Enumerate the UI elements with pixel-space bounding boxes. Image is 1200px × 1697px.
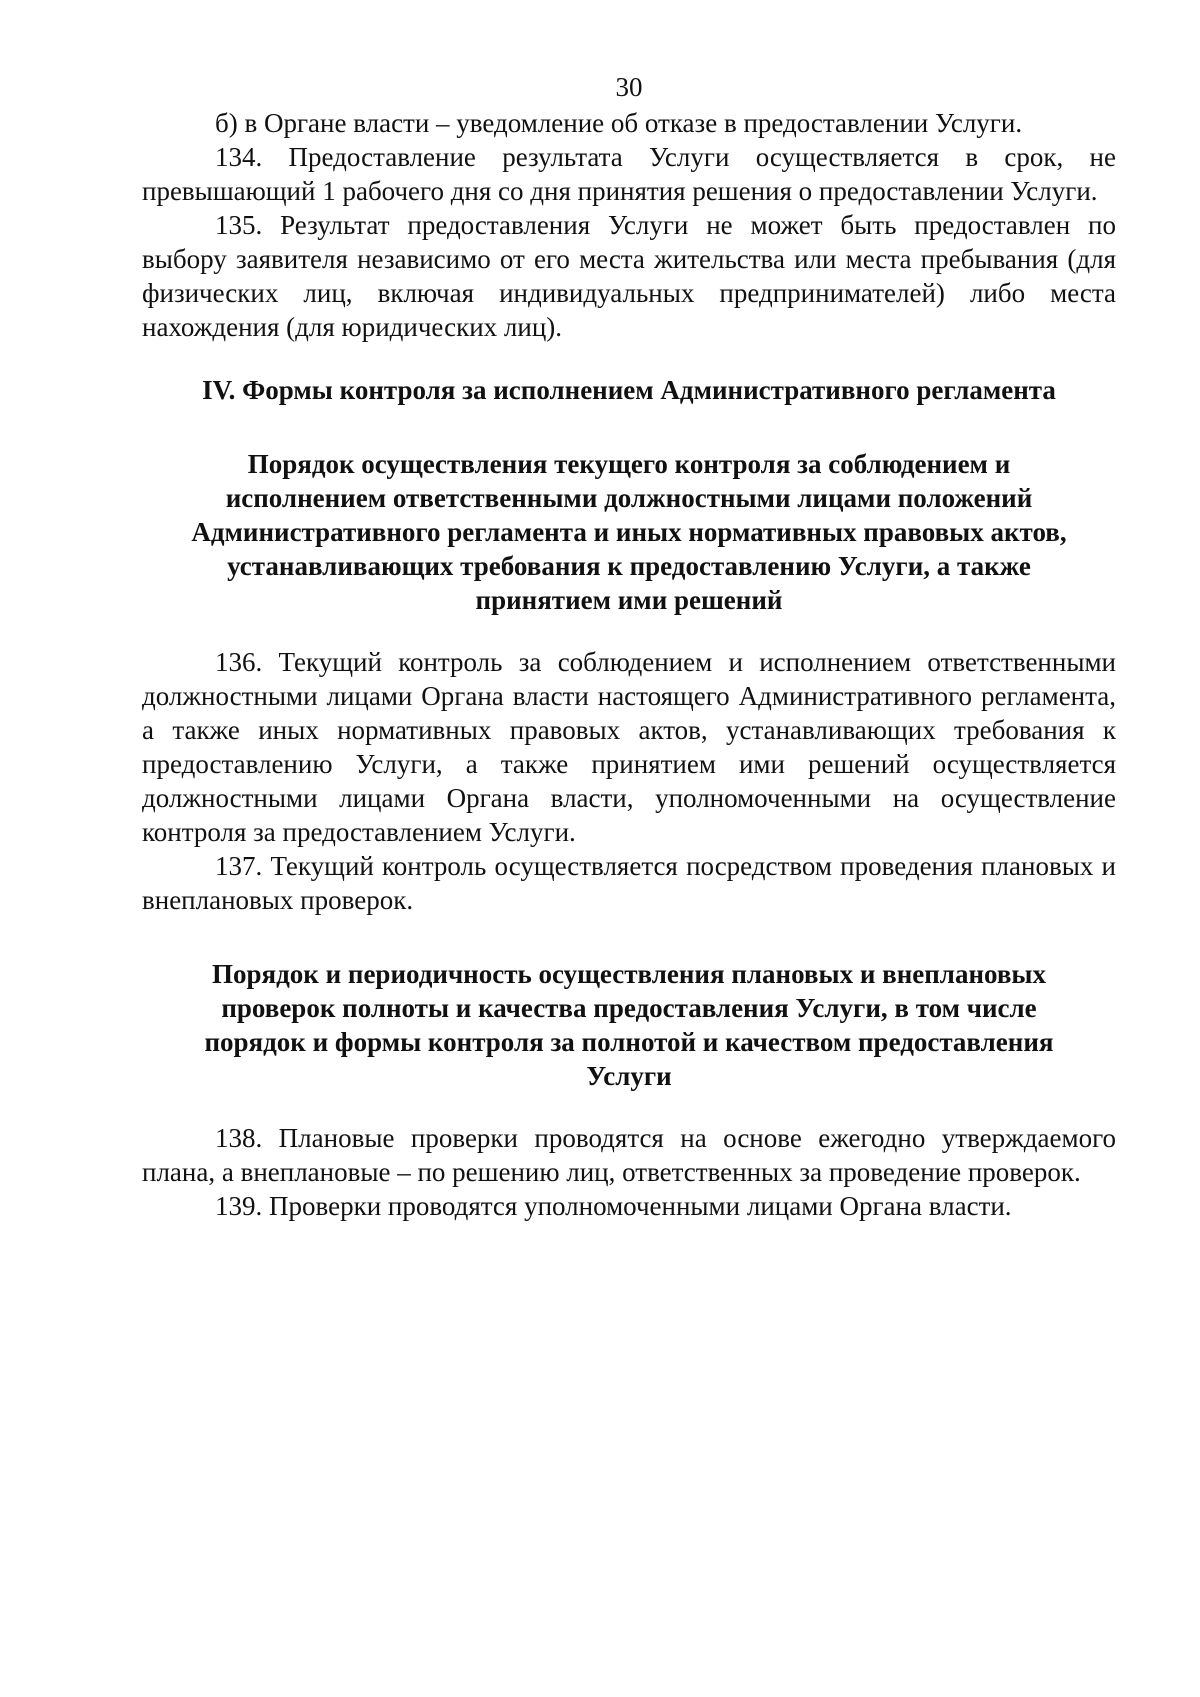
subsection-2-title: Порядок и периодичность осуществления плановых и внеплановых проверок полноты и качества предоставления Услуги, в том числе порядок и формы контроля за полнотой и качеством предоставления Услуги <box>204 959 1054 1091</box>
document-page <box>142 70 1116 1223</box>
paragraph-b: б) в Органе власти – уведомление об отказе в предоставлении Услуги. <box>215 108 1023 138</box>
paragraph-139: 139. Проверки проводятся уполномоченными лицами Органа власти. <box>215 1191 1012 1221</box>
paragraph-135: 135. Результат предоставления Услуги не может быть предоставлен по выбору заявителя независимо от его места жительства или места пребывания (для физических лиц, включая индивидуальных предпринимателей) либо места нахождения (для юридических лиц). <box>142 210 1116 342</box>
page-number: 30 <box>615 72 643 102</box>
section-title: IV. Формы контроля за исполнением Административного регламента <box>202 375 1056 405</box>
subsection-1-title: Порядок осуществления текущего контроля за соблюдением и исполнением ответственными должностными лицами положений Административного регламента и иных нормативных правовых актов, устанавливающих требования к предоставлению Услуги, а также принятием ими решений <box>191 449 1067 615</box>
paragraph-138: 138. Плановые проверки проводятся на основе ежегодно утверждаемого плана, а внеплановые – по решению лиц, ответственных за проведение проверок. <box>142 1123 1116 1187</box>
paragraph-134: 134. Предоставление результата Услуги осуществляется в срок, не превышающий 1 рабочего дня со дня принятия решения о предоставлении Услуги. <box>142 142 1116 206</box>
paragraph-137: 137. Текущий контроль осуществляется посредством проведения плановых и внеплановых проверок. <box>142 851 1116 915</box>
paragraph-136: 136. Текущий контроль за соблюдением и исполнением ответственными должностными лицами Органа власти настоящего Административного регламента, а также иных нормативных правовых актов, устанавливающих требования к предоставлению Услуги, а также принятием ими решений осуществляется должностными лицами Органа власти, уполномоченными на осуществление контроля за предоставлением Услуги. <box>142 647 1116 847</box>
